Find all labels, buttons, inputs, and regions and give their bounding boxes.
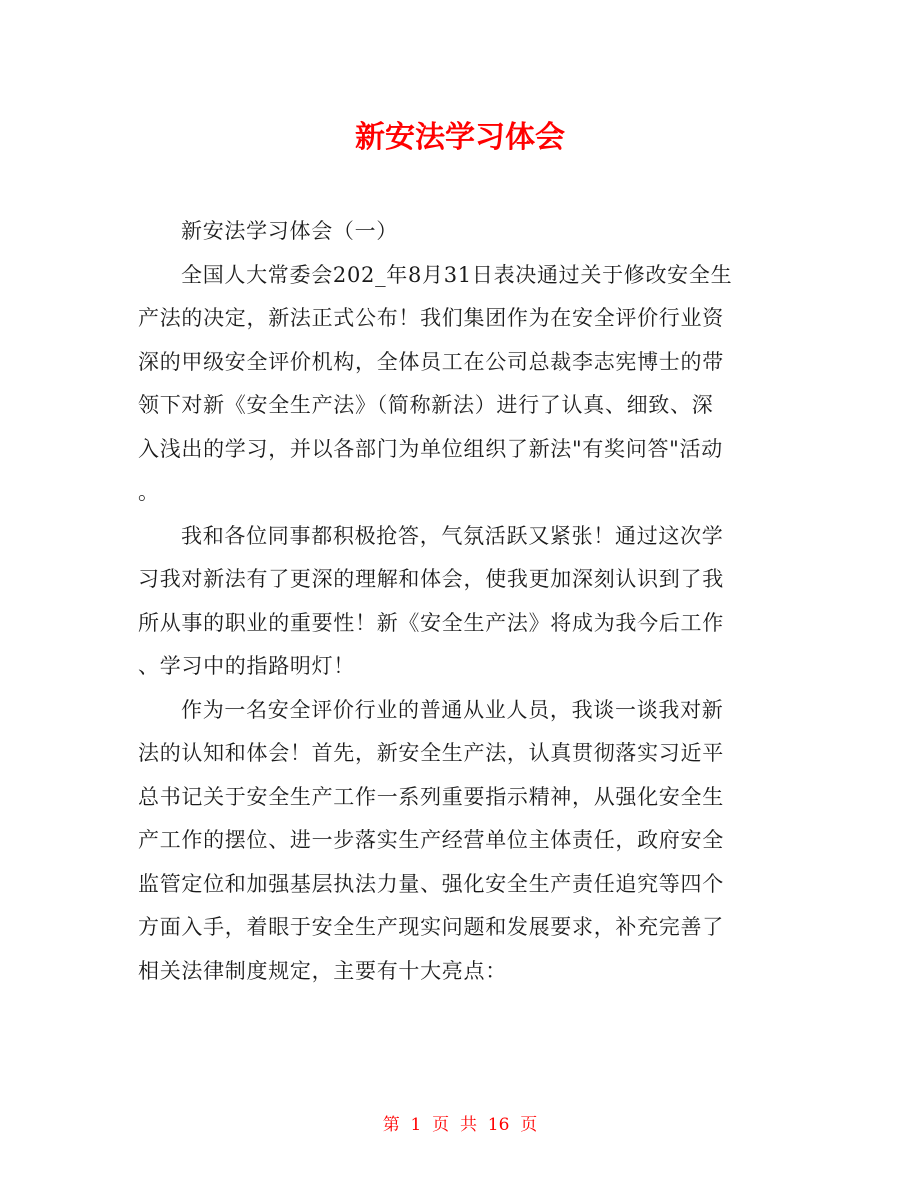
paragraph-1-line-3: 深的甲级安全评价机构，全体员工在公司总裁李志宪博士的带 (138, 349, 724, 374)
section-heading: 新安法学习体会（一） (181, 219, 398, 243)
document-title: 新安法学习体会 (355, 120, 565, 155)
paragraph-2-line-3: 所从事的职业的重要性！新《安全生产法》将成为我今后工作 (138, 610, 724, 635)
paragraph-1-line-1: 全国人大常委会202_年8月31日表决通过关于修改安全生 (181, 262, 733, 287)
paragraph-3-line-1: 作为一名安全评价行业的普通从业人员，我谈一谈我对新 (181, 697, 724, 722)
document-body (138, 210, 786, 993)
paragraph-3-line-3: 总书记关于安全生产工作一系列重要指示精神，从强化安全生 (138, 784, 724, 809)
paragraph-3-line-4: 产工作的摆位、进一步落实生产经营单位主体责任，政府安全 (138, 828, 724, 852)
paragraph-3-line-7: 相关法律制度规定，主要有十大亮点： (138, 958, 507, 983)
paragraph-1-line-4: 领下对新《安全生产法》（简称新法）进行了认真、细致、深 (138, 393, 714, 417)
paragraph-3-line-5: 监管定位和加强基层执法力量、强化安全生产责任追究等四个 (138, 871, 724, 896)
paragraph-1-line-5: 入浅出的学习，并以各部门为单位组织了新法"有奖问答"活动 (138, 436, 723, 461)
paragraph-3-line-2: 法的认知和体会！首先，新安全生产法，认真贯彻落实习近平 (138, 741, 724, 765)
paragraph-2-line-2: 习我对新法有了更深的理解和体会，使我更加深刻认识到了我 (138, 567, 724, 591)
paragraph-3-line-6: 方面入手，着眼于安全生产现实问题和发展要求，补充完善了 (138, 915, 724, 939)
paragraph-1-line-6: 。 (138, 480, 160, 504)
paragraph-2-line-1: 我和各位同事都积极抢答，气氛活跃又紧张！通过这次学 (181, 523, 724, 548)
paragraph-2-line-4: 、学习中的指路明灯！ (138, 654, 355, 678)
paragraph-1-line-2: 产法的决定，新法正式公布！我们集团作为在安全评价行业资 (138, 306, 724, 330)
page-footer: 第 1 页 共 16 页 (382, 1115, 538, 1135)
